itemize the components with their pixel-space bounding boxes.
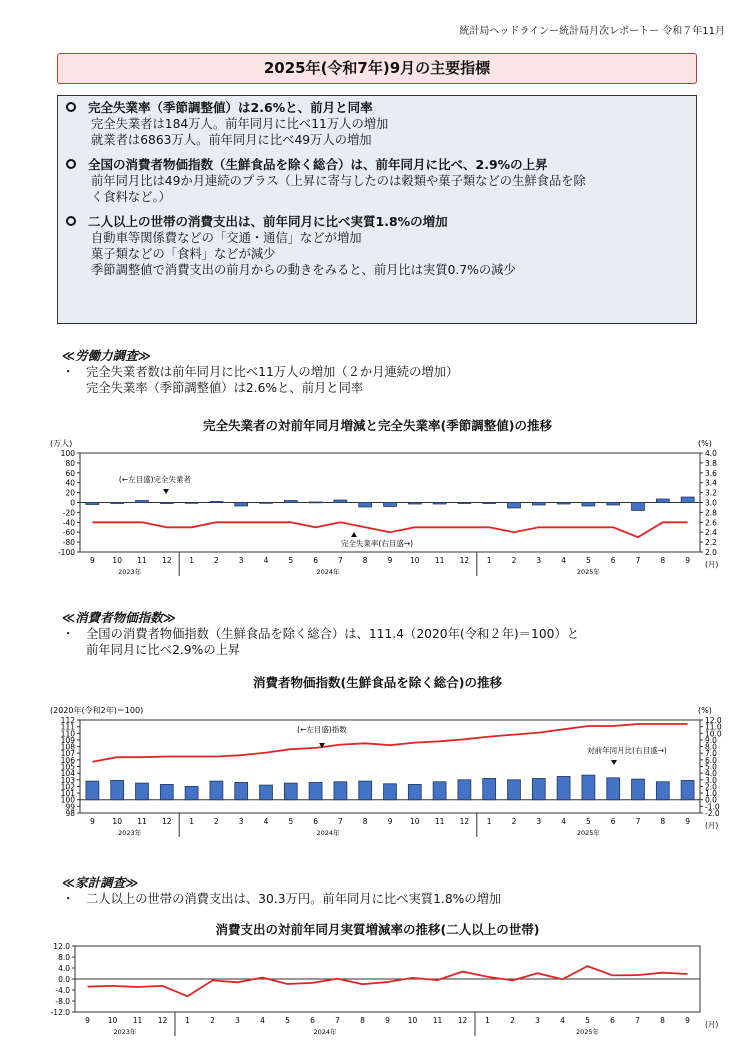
section-title-labor: ≪労働力調査≫	[62, 348, 151, 363]
annotation-label: 対前年同月比(右目盛→)	[587, 746, 667, 755]
month-label: 9	[90, 817, 95, 826]
month-label: 4	[561, 817, 566, 826]
month-label: 7	[635, 817, 641, 826]
y-tick-label: 101	[60, 789, 75, 799]
month-label: 7	[338, 817, 343, 826]
bullet-text: 完全失業率（季節調整値）は2.6%と、前月と同率	[86, 381, 364, 395]
y-tick-label: 105	[60, 762, 75, 772]
left-axis-unit: (2020年(令和2年)＝100)	[50, 706, 144, 715]
y-tick-label: 98	[65, 809, 75, 818]
y2-tick-label: 4.0	[705, 769, 717, 779]
bar-9	[284, 783, 297, 800]
report-header-note: 統計局ヘッドラインー統計局月次レポートー 令和７年11月	[459, 26, 725, 37]
bar-11	[334, 500, 347, 502]
year-label: 2024年	[313, 1028, 337, 1036]
bar-18	[508, 503, 521, 508]
y2-tick-label: 3.2	[705, 488, 717, 498]
bullet-text: 二人以上の世帯の消費支出は、30.3万円。前年同月に比べ実質1.8%の増加	[86, 892, 502, 906]
year-label: 2023年	[113, 1028, 137, 1036]
bar-10	[309, 502, 322, 503]
y-tick-label: 111	[60, 722, 75, 732]
summary-box	[57, 95, 697, 324]
y-tick-label: -80	[62, 538, 75, 548]
y-tick-label: 80	[65, 458, 75, 468]
y-tick-label: 102	[60, 782, 75, 792]
summary-item-cpi	[66, 156, 686, 205]
summary-item-household	[66, 213, 686, 278]
month-label: 8	[660, 817, 666, 826]
month-label: 2	[214, 817, 219, 826]
y-tick-label: 4.0	[58, 964, 70, 973]
y2-tick-label: 10.0	[705, 729, 722, 739]
month-label: 2	[510, 1016, 515, 1025]
circle-bullet-icon	[66, 159, 76, 169]
right-axis-unit: (%)	[698, 439, 712, 448]
summary-line: 季節調整値で消費支出の前月からの動きをみると、前月比は実質0.7%の減少	[91, 263, 516, 277]
y2-tick-label: 6.0	[705, 755, 717, 765]
month-label: 5	[288, 556, 294, 565]
month-label: 10	[410, 817, 420, 826]
year-label: 2023年	[118, 568, 142, 576]
month-label: 6	[610, 1016, 615, 1025]
month-label: 3	[536, 817, 542, 826]
y-tick-label: -20	[62, 508, 75, 518]
bar-25	[681, 497, 694, 502]
bar-7	[235, 782, 248, 799]
month-unit-label: (月)	[705, 821, 719, 830]
series-line	[92, 724, 687, 762]
y2-tick-label: 2.0	[705, 548, 717, 557]
month-label: 1	[185, 1016, 190, 1025]
month-label: 1	[485, 1016, 490, 1025]
month-label: 10	[407, 1016, 418, 1025]
y-tick-label: 100	[60, 795, 75, 805]
y-tick-label: 103	[60, 775, 75, 785]
y2-tick-label: 2.8	[705, 508, 717, 518]
y-tick-label: 60	[65, 468, 75, 478]
month-label: 2	[210, 1016, 215, 1025]
circle-bullet-icon	[66, 216, 76, 226]
page-title: 2025年(令和7年)9月の主要指標	[57, 53, 697, 84]
month-label: 3	[238, 817, 244, 826]
month-label: 10	[107, 1016, 118, 1025]
year-label: 2025年	[576, 829, 600, 837]
month-label: 12	[459, 817, 470, 826]
bar-5	[185, 786, 198, 799]
bar-18	[508, 780, 521, 800]
bar-19	[532, 503, 545, 505]
bar-13	[384, 503, 397, 507]
bar-22	[607, 778, 620, 800]
bar-21	[582, 775, 595, 800]
bar-19	[532, 778, 545, 799]
month-label: 7	[635, 556, 641, 565]
month-label: 12	[162, 556, 172, 565]
y-tick-label: 104	[60, 769, 75, 779]
month-label: 2	[214, 556, 219, 565]
section-title-household: ≪家計調査≫	[62, 875, 139, 890]
month-label: 11	[434, 556, 445, 565]
cpi-bullets	[62, 626, 579, 658]
bar-16	[458, 503, 471, 504]
y-tick-label: 40	[65, 478, 75, 488]
y-tick-label: 107	[60, 749, 75, 759]
labor-bullets	[62, 364, 458, 396]
summary-heading: 全国の消費者物価指数（生鮮食品を除く総合）は、前年同月に比べ、2.9%の上昇	[88, 157, 548, 172]
y2-tick-label: -2.0	[705, 809, 720, 818]
month-label: 12	[457, 1016, 468, 1025]
bar-6	[210, 502, 223, 503]
bar-3	[136, 783, 149, 800]
month-label: 5	[585, 1016, 590, 1025]
bullet-text: 完全失業者数は前年同月に比べ11万人の増加（２か月連続の増加）	[86, 365, 459, 379]
y-tick-label: 100	[60, 449, 75, 458]
y-tick-label: 108	[60, 742, 75, 752]
month-label: 4	[263, 817, 269, 826]
year-label: 2024年	[316, 568, 340, 576]
annotation-label: (←左目盛)完全失業者	[118, 475, 192, 484]
month-label: 6	[313, 817, 318, 826]
bar-9	[284, 501, 297, 503]
right-axis-unit: (%)	[698, 706, 712, 715]
month-label: 1	[486, 556, 492, 565]
bar-23	[632, 779, 645, 800]
y2-tick-label: 4.0	[705, 449, 717, 458]
annotation-pointer-icon	[351, 532, 357, 537]
bar-7	[235, 503, 248, 506]
month-label: 11	[132, 1016, 143, 1025]
month-label: 10	[112, 556, 122, 565]
month-label: 7	[335, 1016, 340, 1025]
month-label: 4	[560, 1016, 565, 1025]
chart-household	[0, 938, 755, 1038]
annotation-pointer-icon	[163, 489, 169, 494]
y-tick-label: 0.0	[58, 975, 70, 984]
month-label: 3	[238, 556, 244, 565]
y2-tick-label: 7.0	[705, 749, 717, 759]
bar-12	[359, 503, 372, 507]
month-label: 9	[90, 556, 95, 565]
month-label: 9	[385, 1016, 390, 1025]
month-label: 6	[310, 1016, 315, 1025]
bar-22	[607, 503, 620, 505]
y2-tick-label: 9.0	[705, 735, 717, 745]
y2-tick-label: 8.0	[705, 742, 717, 752]
y-tick-label: -8.0	[55, 997, 70, 1006]
summary-heading: 二人以上の世帯の消費支出は、前年同月に比べ実質1.8%の増加	[88, 214, 448, 229]
month-label: 8	[660, 1016, 665, 1025]
series-line	[92, 522, 687, 537]
month-label: 5	[285, 1016, 290, 1025]
month-label: 7	[635, 1016, 640, 1025]
y2-tick-label: 0.0	[705, 795, 717, 805]
year-label: 2024年	[316, 829, 340, 837]
bar-12	[359, 781, 372, 800]
bar-20	[557, 503, 570, 504]
household-bullets	[62, 891, 501, 907]
month-label: 5	[586, 556, 591, 565]
month-label: 1	[486, 817, 492, 826]
month-label: 9	[387, 817, 393, 826]
month-label: 1	[189, 556, 194, 565]
bar-15	[433, 503, 446, 504]
month-label: 4	[263, 556, 269, 565]
y2-tick-label: 3.6	[705, 468, 717, 478]
month-unit-label: (月)	[705, 1020, 719, 1029]
year-label: 2025年	[576, 568, 600, 576]
y-tick-label: 12.0	[53, 942, 70, 951]
y2-tick-label: 3.0	[705, 498, 717, 508]
month-unit-label: (月)	[705, 560, 719, 569]
month-label: 8	[360, 1016, 365, 1025]
chart3-title: 消費支出の対前年同月実質増減率の推移(二人以上の世帯)	[215, 922, 540, 937]
month-label: 11	[432, 1016, 443, 1025]
bar-25	[681, 780, 694, 799]
bar-5	[185, 503, 198, 504]
y2-tick-label: 2.2	[705, 538, 717, 548]
series-line	[88, 966, 688, 996]
y-tick-label: -60	[62, 528, 75, 538]
bullet-mark: ・	[62, 892, 75, 906]
bar-1	[86, 781, 99, 800]
month-label: 10	[112, 817, 122, 826]
y-tick-label: 8.0	[58, 953, 70, 962]
month-label: 12	[459, 556, 470, 565]
annotation-pointer-icon	[611, 760, 617, 765]
summary-line: 就業者は6863万人。前年同月に比べ49万人の増加	[91, 133, 372, 147]
summary-line: く食料など。）	[91, 190, 171, 204]
summary-line: 完全失業者は184万人。前年同月に比べ11万人の増加	[91, 117, 389, 131]
summary-line: 前年同月比は49か月連続のプラス（上昇に寄与したのは穀類や菓子類などの生鮮食品を除	[91, 174, 586, 188]
month-label: 12	[157, 1016, 168, 1025]
month-label: 6	[610, 556, 616, 565]
bar-13	[384, 784, 397, 800]
bar-20	[557, 776, 570, 799]
y2-tick-label: -1.0	[705, 802, 720, 812]
y-tick-label: -4.0	[55, 986, 70, 995]
y2-tick-label: 3.0	[705, 775, 717, 785]
bullet-text: 全国の消費者物価指数（生鮮食品を除く総合）は、111.4（2020年(令和２年)＝100）と	[86, 627, 580, 641]
month-label: 11	[434, 817, 445, 826]
bar-6	[210, 781, 223, 800]
month-label: 3	[535, 1016, 540, 1025]
y2-tick-label: 2.0	[705, 782, 717, 792]
y-tick-label: 0	[70, 498, 75, 508]
month-label: 9	[85, 1016, 90, 1025]
bar-11	[334, 782, 347, 800]
bar-24	[656, 499, 669, 502]
chart-cpi	[0, 690, 755, 845]
month-label: 9	[685, 817, 690, 826]
bar-1	[86, 503, 99, 505]
summary-line: 自動車等関係費などの「交通・通信」などが増加	[91, 231, 362, 245]
bar-4	[160, 503, 173, 504]
chart-unemployment	[0, 430, 755, 590]
month-label: 9	[685, 1016, 690, 1025]
month-label: 7	[338, 556, 343, 565]
circle-bullet-icon	[66, 102, 76, 112]
y-tick-label: -40	[62, 518, 75, 528]
bar-10	[309, 782, 322, 799]
month-label: 11	[137, 556, 147, 565]
bar-8	[260, 503, 273, 504]
y-tick-label: 110	[60, 729, 75, 739]
bar-21	[582, 503, 595, 506]
bar-4	[160, 784, 173, 799]
y-tick-label: 99	[65, 802, 75, 812]
month-label: 2	[511, 817, 517, 826]
bar-16	[458, 780, 471, 800]
summary-line: 菓子類などの「食料」などが減少	[91, 247, 276, 261]
bar-14	[408, 503, 421, 504]
y2-tick-label: 3.8	[705, 458, 717, 468]
y2-tick-label: 5.0	[705, 762, 717, 772]
bar-17	[483, 503, 496, 504]
bar-14	[408, 784, 421, 799]
month-label: 3	[536, 556, 542, 565]
month-label: 8	[660, 556, 666, 565]
month-label: 2	[511, 556, 517, 565]
month-label: 6	[313, 556, 318, 565]
bullet-text: 前年同月に比べ2.9%の上昇	[86, 643, 241, 657]
month-label: 8	[362, 817, 368, 826]
y2-tick-label: 1.0	[705, 789, 717, 799]
bar-3	[136, 501, 149, 503]
summary-item-unemployment	[66, 99, 686, 148]
y-tick-label: 109	[60, 735, 75, 745]
bar-24	[656, 782, 669, 800]
y2-tick-label: 2.4	[705, 528, 717, 538]
month-label: 11	[137, 817, 147, 826]
year-label: 2025年	[575, 1028, 600, 1036]
bar-17	[483, 778, 496, 799]
month-label: 10	[410, 556, 420, 565]
year-label: 2023年	[118, 829, 142, 837]
bar-2	[111, 780, 124, 799]
y-tick-label: 106	[60, 755, 75, 765]
y2-tick-label: 11.0	[705, 722, 722, 732]
bar-8	[260, 785, 273, 800]
month-label: 8	[362, 556, 368, 565]
section-title-cpi: ≪消費者物価指数≫	[62, 610, 176, 625]
month-label: 1	[189, 817, 194, 826]
y-tick-label: 112	[60, 716, 75, 725]
bar-23	[632, 503, 645, 511]
annotation-label: 完全失業率(右目盛→)	[340, 539, 414, 548]
month-label: 9	[387, 556, 393, 565]
month-label: 9	[685, 556, 690, 565]
summary-heading: 完全失業率（季節調整値）は2.6%と、前月と同率	[88, 100, 373, 115]
month-label: 12	[162, 817, 172, 826]
bar-2	[111, 503, 124, 504]
month-label: 5	[586, 817, 591, 826]
month-label: 6	[610, 817, 616, 826]
annotation-label: (←左目盛)指数	[297, 725, 347, 734]
y-tick-label: 20	[65, 488, 75, 498]
month-label: 3	[235, 1016, 240, 1025]
y2-tick-label: 2.6	[705, 518, 717, 528]
month-label: 4	[561, 556, 566, 565]
bullet-mark: ・	[62, 627, 75, 641]
bar-15	[433, 782, 446, 800]
y2-tick-label: 12.0	[705, 716, 722, 725]
y-tick-label: -100	[57, 548, 75, 557]
left-axis-unit: (万人)	[50, 439, 73, 448]
month-label: 4	[260, 1016, 265, 1025]
chart1-title: 完全失業者の対前年同月増減と完全失業率(季節調整値)の推移	[203, 418, 552, 433]
y-tick-label: -12.0	[50, 1008, 70, 1017]
y2-tick-label: 3.4	[705, 478, 717, 488]
month-label: 5	[288, 817, 294, 826]
bullet-mark: ・	[62, 365, 75, 379]
chart2-title: 消費者物価指数(生鮮食品を除く総合)の推移	[253, 675, 502, 690]
